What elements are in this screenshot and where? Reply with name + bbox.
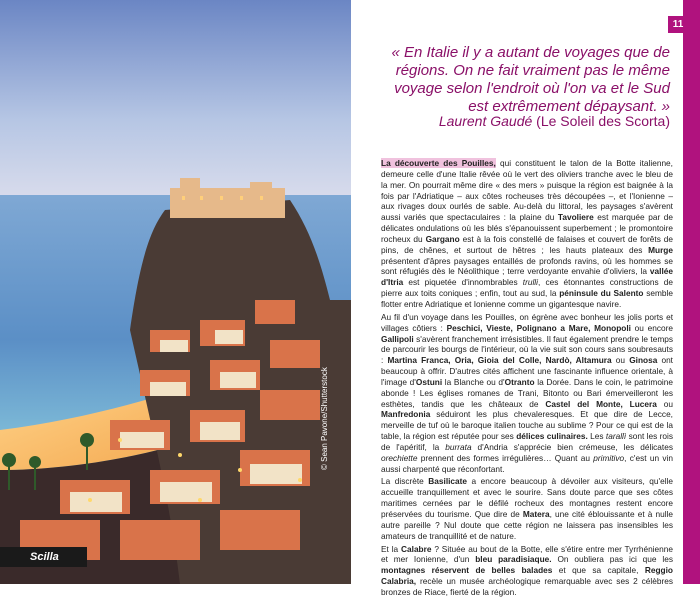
quote-author-name: Laurent Gaudé [438, 113, 533, 129]
paragraph-villages: Au fil d'un voyage dans les Pouilles, on égrène avec bonheur les jolis ports et villages côtiers : Peschici, Vieste, Polignano a Mare, Monopoli ou encore Gallipoli s'avèrent franchement irrésistibles. Il faut également prendre le temps de parcourir les bourgs de l'intérieur, où la vie suit son cours sans soubresauts : Martina Franca, Oria, Gioia del Colle, Nardò, Altamura ou Ginosa ont beaucoup à offrir. D'autres cités affichent une fascinante influence orientale, à l'image d'Ostuni la Blanche ou d'Otranto la Dorée. Dans le coin, le patrimoine abonde ! Les églises romanes de Trani, Bitonto ou Bari émerveilleront les esthètes, tandis que les châteaux de Castel del Monte, Lucera ou Manfredonia séduiront les plus chevaleresques. Et que dire de Lecce, merveille de tuf où le baroque italien touche au sublime ? Pour ce qui est de la table, la région est réputée pour ses délices culinaires. Les tarallì sont les rois de l'apéritif, la burrata d'Andria s'apprécie bien crémeuse, les délicates orechiette prennent des formes irrégulières… Quant au primitivo, c'est un vin aussi charpenté que réconfortant. [381, 311, 674, 474]
paragraph-pouilles: La découverte des Pouilles, qui constituent le talon de la Botte italienne, demeure celle d'une Italie rêvée où le vert des oliviers tranche avec le bleu de la mer. On pourrait même dire « des mers » puisque la région est baignée à la fois par l'Adriatique – aux côtes rocheuses très découpées –, et l'Ionienne – aux rivages doux ourlés de sable. Au-delà du littoral, les paysages s'avèrent aussi variés que spectaculaires : la plaine du Tavoliere est marquée par de délicates ondulations où les blés s'épanouissent superbement ; le promontoire rocheux du Gargano est à la fois constellé de falaises et couvert de forêts de pins, de chênes, et surtout de hêtres ; les hauts plateaux des Murge présentent d'âpres paysages entaillés de profonds ravins, où les hommes se sont réfugiés dès le Néolithique ; terre verdoyante envahie d'oliviers, la vallée d'Itria est piquetée d'innombrables trulli, ces étonnantes constructions de pierre aux toits coniques ; enfin, tout au sud, la péninsule du Salento semble flotter entre Adriatique et Ionienne comme un gigantesque navire. [381, 158, 674, 309]
body-text [381, 158, 673, 600]
accent-sidebar [683, 0, 700, 584]
quote-source: (Le Soleil des Scorta) [536, 113, 670, 129]
scilla-photo [0, 0, 351, 584]
epigraph-quote: « En Italie il y a autant de voyages que de régions. On ne fait vraiment pas le même voyage selon l'endroit où l'on va et le Sud est extrêmement dépaysant. » [391, 44, 670, 115]
paragraph-calabre: Et la Calabre ? Située au bout de la Botte, elle s'étire entre mer Tyrrhénienne et mer Ionienne, d'un bleu paradisiaque. On oubliera pas ici que les montagnes réservent de belles balades et que sa capitale, Reggio Calabria, recèle un musée archéologique remarquable avec ses 2 célèbres bronzes de Riace, fierté de la région. [381, 543, 673, 597]
photo-caption: Scilla [0, 547, 87, 567]
scilla-landscape-illustration [0, 0, 351, 584]
paragraph-basilicate: La discrète Basilicate a encore beaucoup à dévoiler aux visiteurs, qu'elle accueille tranquillement et avec le sourire. Sans doute parce que ses côtes maritimes cernées par le défilé rocheux des montagnes restent encore préservées du tourisme. Que dire de Matera, une cité éblouissante et à nulle autre pareille ? Nul doute que cette région ne laissera pas insensibles les amateurs de tranquillité et de nature. [381, 476, 674, 541]
photo-credit: © Sean Pavone/Shutterstock [320, 367, 329, 470]
epigraph-attribution [380, 113, 670, 129]
page-number: 11 [668, 16, 688, 33]
